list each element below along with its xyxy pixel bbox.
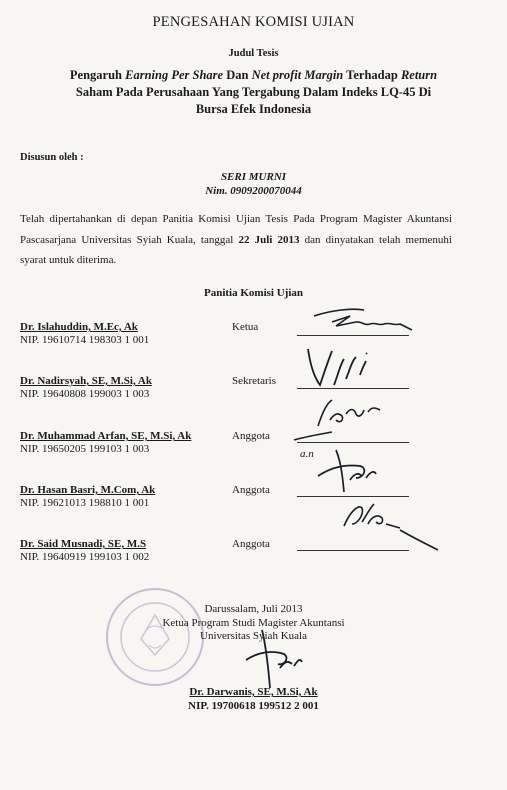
member-name: Dr. Hasan Basri, M.Com, Ak bbox=[20, 484, 156, 496]
exam-date: 22 Juli 2013 bbox=[238, 233, 300, 246]
author-name: SERI MURNI bbox=[220, 171, 287, 183]
member-nip: NIP. 19610714 198303 1 001 bbox=[20, 334, 150, 346]
member-5 bbox=[20, 538, 149, 564]
program-head-title: Ketua Program Studi Magister Akuntansi bbox=[162, 616, 345, 629]
member-role: Anggota bbox=[232, 538, 270, 550]
thesis-title bbox=[0, 67, 507, 118]
author-nim: Nim. 0909200070044 bbox=[205, 185, 302, 197]
signature-anggota-1 bbox=[288, 396, 408, 446]
member-nip: NIP. 19640919 199103 1 002 bbox=[20, 551, 150, 563]
member-2 bbox=[20, 375, 152, 401]
signature-sekretaris bbox=[300, 345, 380, 393]
member-name: Dr. Nadirsyah, SE, M.Si, Ak bbox=[20, 375, 152, 387]
program-head-nip: NIP. 19700618 199512 2 001 bbox=[188, 700, 319, 712]
place-date: Darussalam, Juli 2013 bbox=[204, 603, 303, 615]
approval-statement: Telah dipertahankan di depan Panitia Komisi Ujian Tesis Pada Program Magister Akuntansi Pascasarjana Universitas Syiah Kuala, tanggal 22 Juli 2013 dan dinyatakan telah memenuhi syarat untuk diterima. bbox=[20, 213, 452, 266]
member-nip: NIP. 19650205 199103 1 003 bbox=[20, 443, 150, 455]
thesis-title-label: Judul Tesis bbox=[228, 48, 279, 59]
page-heading: PENGESAHAN KOMISI UJIAN bbox=[152, 14, 355, 30]
member-role: Anggota bbox=[232, 430, 270, 442]
thesis-title-line-1: Pengaruh Earning Per Share Dan Net profit Margin Terhadap Return bbox=[69, 68, 438, 82]
signature-anggota-3 bbox=[338, 498, 448, 554]
author-block bbox=[0, 170, 507, 198]
member-role: Ketua bbox=[232, 321, 259, 333]
signature-ketua bbox=[292, 302, 420, 342]
member-nip: NIP. 19640808 199003 1 003 bbox=[20, 388, 150, 400]
member-1 bbox=[20, 321, 149, 347]
committee-title: Panitia Komisi Ujian bbox=[203, 287, 303, 299]
member-3 bbox=[20, 430, 191, 456]
member-name: Dr. Islahuddin, M.Ec, Ak bbox=[20, 321, 138, 333]
signature-program-head bbox=[240, 628, 310, 690]
member-name: Dr. Said Musnadi, SE, M.S bbox=[20, 538, 147, 550]
member-name: Dr. Muhammad Arfan, SE, M.Si, Ak bbox=[20, 430, 192, 442]
university-name: Universitas Syiah Kuala bbox=[200, 630, 307, 642]
member-nip: NIP. 19621013 198810 1 001 bbox=[20, 497, 150, 509]
thesis-title-line-2: Saham Pada Perusahaan Yang Tergabung Dalam Indeks LQ-45 Di bbox=[75, 85, 432, 99]
signature-anggota-2 bbox=[310, 446, 390, 496]
member-role: Anggota bbox=[232, 484, 270, 496]
member-role: Sekretaris bbox=[232, 375, 276, 387]
signature-note: a.n bbox=[300, 448, 314, 460]
thesis-title-line-3: Bursa Efek Indonesia bbox=[195, 102, 312, 116]
signature-line bbox=[297, 496, 409, 497]
member-4 bbox=[20, 484, 155, 510]
program-head-name: Dr. Darwanis, SE, M.Si, Ak bbox=[189, 686, 318, 698]
prepared-by-label: Disusun oleh : bbox=[20, 152, 84, 163]
